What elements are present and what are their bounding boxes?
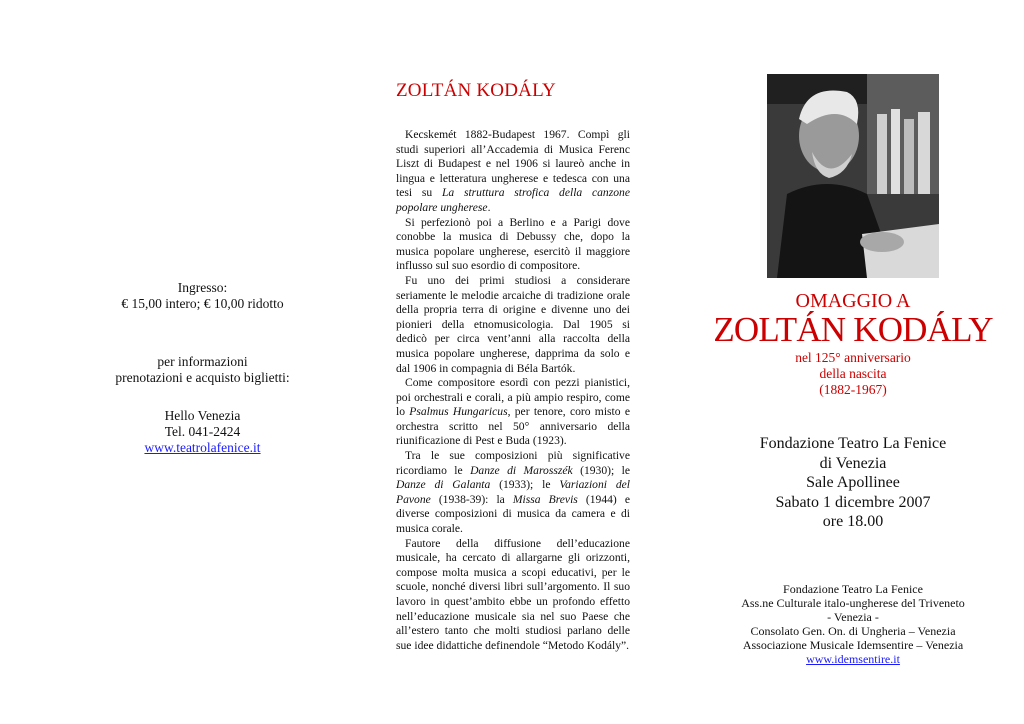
info-line-1: per informazioni <box>157 354 248 369</box>
paragraph-text: Tra le sue composizioni più significative ricordiamo le <box>396 449 630 477</box>
anniversary-line-1: nel 125° anniversario <box>795 350 911 365</box>
info-line-2: prenotazioni e acquisto biglietti: <box>115 370 290 385</box>
biography-title: ZOLTÁN KODÁLY <box>396 80 556 101</box>
organizer-line-4: Consolato Gen. On. di Ungheria – Venezia <box>750 624 956 638</box>
paragraph-text: Fu uno dei primi studiosi a considerare seriamente le melodie arcaiche di tradizione orale della propria terra di origine e divenne uno dei pionieri della etnomusicologia. Dal 1905 si dedicò per circa vent’anni alla raccolta della musica popolare ungherese, dapprima da solo e dal 1906 in compagnia di Béla Bartók. <box>396 273 630 375</box>
portrait-image-icon <box>767 74 939 278</box>
anniversary-line-2: della nascita <box>819 366 887 381</box>
paragraph-text: (1938-39): la <box>430 492 513 506</box>
event-time: ore 18.00 <box>822 513 884 530</box>
biography-paragraph <box>396 376 630 449</box>
work-title: La struttura strofica della canzone popolare ungherese <box>396 186 630 214</box>
paragraph-text: , per tenore, coro misto e orchestra scritto nel 50° anniversario della riunificazione di Pest e Buda (1923). <box>396 405 630 448</box>
paragraph-text: Fautore della diffusione dell’educazione musicale, ha cercato di allargarne gli orizzonti, compose molta musica a scopi educativi, per le scuole, nonché diversi libri sull’argomento. Il suo lavoro in quest’ambito ebbe un profondo effetto nell’educazione musicale sia nel suo Paese che all’estero tanto che molti studiosi parlano delle sue idee didattiche definendole “Metodo Kodály”. <box>396 536 630 652</box>
price-text: € 15,00 intero; € 10,00 ridotto <box>121 296 284 311</box>
paragraph-text: Come compositore esordì con pezzi pianistici, poi orchestrali e corali, a più ampio respiro, come lo <box>396 376 630 419</box>
biography-paragraph <box>396 274 630 376</box>
anniversary-block <box>705 350 1001 398</box>
work-title: Danze di Galanta <box>396 478 491 492</box>
website-link[interactable]: www.teatrolafenice.it <box>144 440 261 455</box>
organizers-block <box>705 582 1001 666</box>
venue-block <box>705 434 1001 532</box>
organizer-website-link[interactable]: www.idemsentire.it <box>806 652 900 666</box>
paragraph-text: (1944) e diverse composizioni di musica da camera e di musica corale. <box>396 492 630 536</box>
work-title: Variazioni del Pavone <box>396 478 630 506</box>
work-title: Missa Brevis <box>512 492 578 506</box>
organizer-line-1: Fondazione Teatro La Fenice <box>783 582 923 596</box>
organizer-line-2: Ass.ne Culturale italo-ungherese del Triveneto <box>741 596 965 610</box>
paragraph-text: . <box>487 200 491 214</box>
venue-room: Sale Apollinee <box>806 474 900 491</box>
biography-paragraph <box>396 537 630 654</box>
biography-column <box>396 80 630 653</box>
ingresso-label: Ingresso: <box>177 280 228 295</box>
portrait-photo <box>767 74 939 278</box>
ticket-info <box>60 280 345 456</box>
paragraph-text: Si perfezionò poi a Berlino e a Parigi dove conobbe la musica di Debussy che, dopo la musica popolare ungherese, esercitò il maggiore influsso sul suo esordio di compositore. <box>396 215 630 273</box>
paragraph-text: (1930); le <box>572 463 631 477</box>
composer-name: ZOLTÁN KODÁLY <box>713 310 993 349</box>
work-title: Psalmus Hungaricus <box>409 405 508 419</box>
paragraph-text: (1933); le <box>490 478 560 492</box>
biography-paragraph <box>396 449 630 537</box>
contact-name: Hello Venezia <box>164 408 241 423</box>
phone-number: Tel. 041-2424 <box>164 424 241 439</box>
organizer-line-3: - Venezia - <box>827 610 879 624</box>
venue-line-2: di Venezia <box>819 454 887 472</box>
venue-line-1: Fondazione Teatro La Fenice <box>759 435 947 452</box>
omaggio-heading: OMAGGIO A <box>795 290 911 312</box>
organizer-line-5: Associazione Musicale Idemsentire – Venezia <box>742 638 964 652</box>
biography-paragraph <box>396 128 630 216</box>
anniversary-years: (1882-1967) <box>819 382 887 397</box>
biography-paragraph <box>396 216 630 274</box>
biography-text <box>396 128 630 653</box>
event-date: Sabato 1 dicembre 2007 <box>775 493 931 511</box>
paragraph-text: Kecskemét 1882-Budapest 1967. Compì gli studi superiori all’Accademia di Musica Ferenc Liszt di Budapest e nel 1906 si laureò anche in lingua e letteratura ungherese e tedesca con una tesi su <box>396 128 630 200</box>
work-title: Danze di Marosszék <box>470 463 573 477</box>
